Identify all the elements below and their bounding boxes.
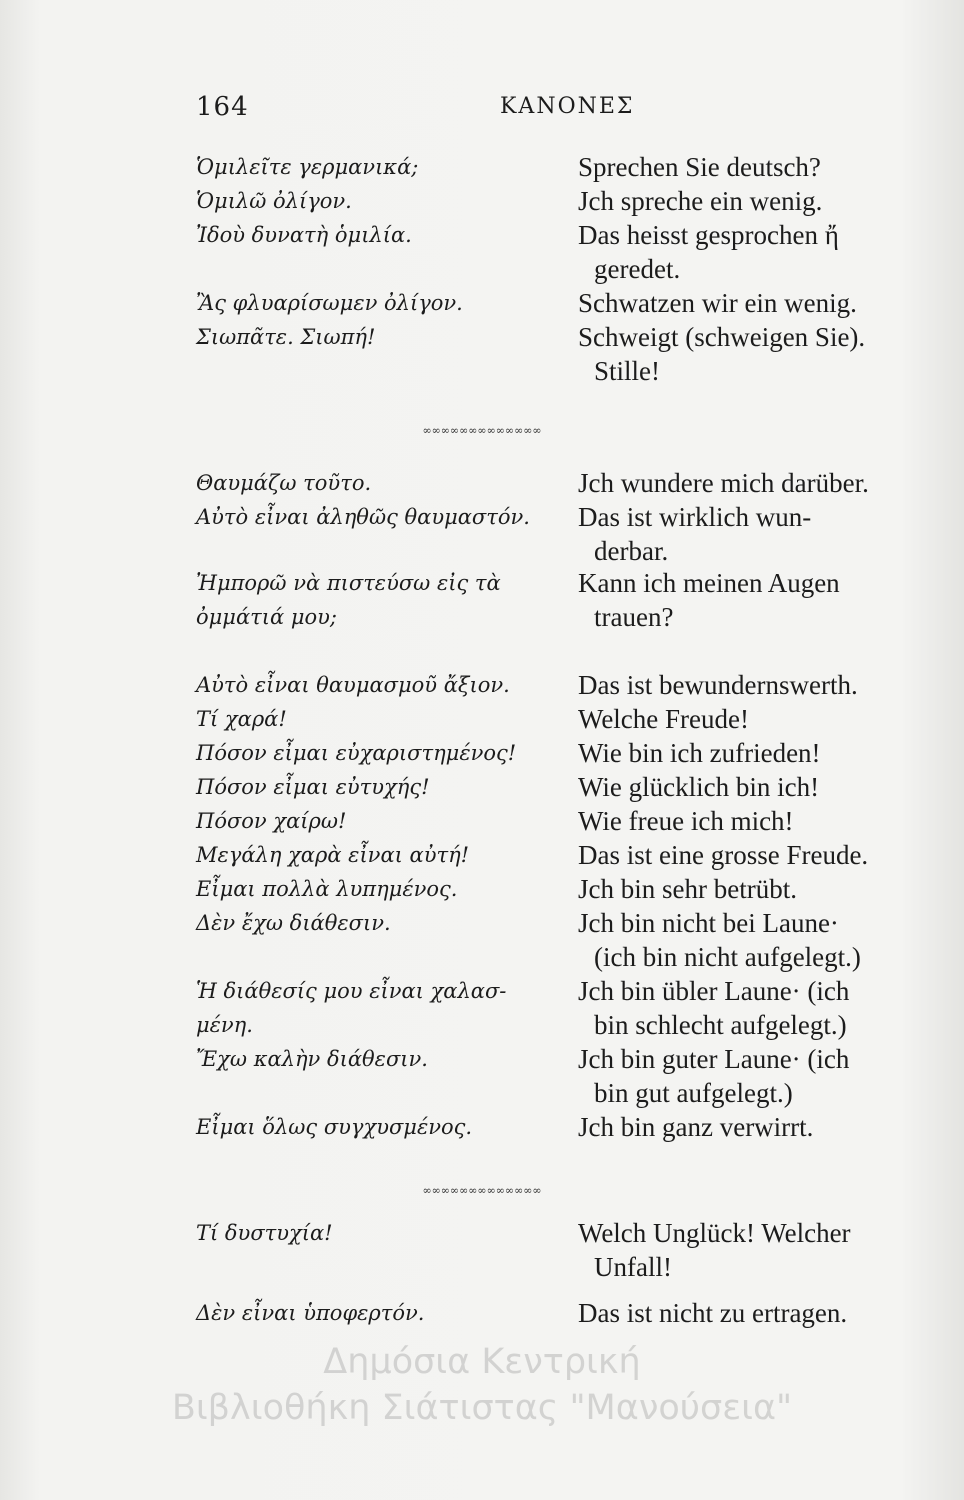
german-translation bbox=[578, 702, 923, 736]
greek-phrase-line: Ὁμιλῶ ὀλίγον. bbox=[196, 189, 352, 213]
greek-phrase-line: Σιωπᾶτε. Σιωπή! bbox=[196, 325, 376, 349]
german-translation-line: Wie bin ich zufrieden! bbox=[578, 738, 821, 768]
greek-phrase-line: Πόσον εἶμαι εὐχαριστημένος! bbox=[196, 741, 517, 765]
german-translation-line: Welch Unglück! Welcher bbox=[578, 1218, 851, 1248]
german-translation bbox=[578, 906, 923, 974]
german-translation-line: Das ist eine grosse Freude. bbox=[578, 840, 869, 870]
greek-phrase bbox=[196, 286, 568, 320]
german-translation-line: Das ist nicht zu ertragen. bbox=[578, 1298, 848, 1328]
german-translation-line: Wie glücklich bin ich! bbox=[578, 772, 820, 802]
german-translation bbox=[578, 838, 923, 872]
german-translation-line: derbar. bbox=[594, 536, 669, 566]
greek-phrase-line: Τί χαρά! bbox=[196, 707, 287, 731]
greek-phrase-line: Μεγάλη χαρὰ εἶναι αὐτή! bbox=[196, 843, 470, 867]
greek-phrase bbox=[196, 1216, 568, 1250]
german-translation-line: Kann ich meinen Augen bbox=[578, 568, 840, 598]
greek-phrase-line: Θαυμάζω τοῦτο. bbox=[196, 471, 372, 495]
greek-phrase bbox=[196, 1110, 568, 1144]
greek-phrase-line: ὀμμάτιά μου; bbox=[196, 605, 337, 629]
german-translation-line: Unfall! bbox=[594, 1252, 672, 1282]
greek-phrase-line: Ἡ διάθεσίς μου εἶναι χαλασ- bbox=[196, 979, 507, 1003]
german-translation bbox=[578, 150, 923, 184]
german-translation bbox=[578, 218, 923, 286]
watermark-line-2: Βιβλιοθήκη Σιάτιστας "Μανούσεια" bbox=[171, 1388, 793, 1428]
german-translation bbox=[578, 770, 923, 804]
german-translation bbox=[578, 1216, 923, 1284]
greek-phrase bbox=[196, 150, 568, 184]
german-translation bbox=[578, 184, 923, 218]
greek-phrase bbox=[196, 736, 568, 770]
greek-phrase-line: μένη. bbox=[196, 1013, 253, 1037]
german-translation bbox=[578, 668, 923, 702]
german-translation bbox=[578, 500, 923, 568]
greek-phrase bbox=[196, 668, 568, 702]
german-translation-line: bin gut aufgelegt.) bbox=[594, 1078, 793, 1108]
greek-phrase-line: Αὐτὸ εἶναι ἀληθῶς θαυμαστόν. bbox=[196, 505, 530, 529]
greek-phrase bbox=[196, 566, 568, 634]
german-translation-line: Schwatzen wir ein wenig. bbox=[578, 288, 857, 318]
german-translation-line: Das heisst gesprochen ἤ bbox=[578, 220, 839, 250]
greek-phrase bbox=[196, 1042, 568, 1076]
page-number: 164 bbox=[196, 92, 249, 122]
greek-phrase bbox=[196, 872, 568, 906]
german-translation-line: geredet. bbox=[594, 254, 681, 284]
german-translation bbox=[578, 804, 923, 838]
german-translation bbox=[578, 286, 923, 320]
german-translation-line: Welche Freude! bbox=[578, 704, 749, 734]
german-translation-line: Wie freue ich mich! bbox=[578, 806, 794, 836]
german-translation bbox=[578, 320, 923, 388]
german-translation-line: Jch bin guter Laune· (ich bbox=[578, 1044, 850, 1074]
greek-phrase-line: Ἰδοὺ δυνατὴ ὁμιλία. bbox=[196, 223, 412, 247]
german-translation bbox=[578, 1042, 923, 1110]
greek-phrase-line: Δὲν εἶναι ὑποφερτόν. bbox=[196, 1301, 425, 1325]
german-translation bbox=[578, 466, 923, 500]
greek-phrase bbox=[196, 838, 568, 872]
german-translation bbox=[578, 974, 923, 1042]
german-translation-line: (ich bin nicht aufgelegt.) bbox=[594, 942, 861, 972]
german-translation bbox=[578, 872, 923, 906]
greek-phrase-line: Ἂς φλυαρίσωμεν ὀλίγον. bbox=[196, 291, 463, 315]
greek-phrase bbox=[196, 1296, 568, 1330]
german-translation-line: Jch bin übler Laune· (ich bbox=[578, 976, 850, 1006]
german-translation-line: bin schlecht aufgelegt.) bbox=[594, 1010, 847, 1040]
greek-phrase-line: Ἔχω καλὴν διάθεσιν. bbox=[196, 1047, 428, 1071]
german-translation bbox=[578, 566, 923, 634]
german-translation-line: Sprechen Sie deutsch? bbox=[578, 152, 821, 182]
greek-phrase-line: Τί δυστυχία! bbox=[196, 1221, 333, 1245]
greek-phrase bbox=[196, 770, 568, 804]
german-translation-line: Jch bin nicht bei Laune· bbox=[578, 908, 839, 938]
greek-phrase bbox=[196, 906, 568, 940]
watermark-line-1: Δημόσια Κεντρική bbox=[323, 1342, 641, 1382]
section-divider-ornament: ∞∞∞∞∞∞∞∞∞∞∞∞∞ bbox=[422, 1184, 542, 1197]
greek-phrase bbox=[196, 702, 568, 736]
german-translation-line: Stille! bbox=[594, 356, 660, 386]
german-translation bbox=[578, 736, 923, 770]
running-head: ΚΑΝΟΝΕΣ bbox=[500, 94, 635, 119]
greek-phrase-line: Ὁμιλεῖτε γερμανικά; bbox=[196, 155, 419, 179]
greek-phrase-line: Εἶμαι ὅλως συγχυσμένος. bbox=[196, 1115, 473, 1139]
greek-phrase-line: Αὐτὸ εἶναι θαυμασμοῦ ἄξιον. bbox=[196, 673, 510, 697]
german-translation bbox=[578, 1110, 923, 1144]
german-translation-line: Jch spreche ein wenig. bbox=[578, 186, 823, 216]
german-translation-line: trauen? bbox=[594, 602, 674, 632]
german-translation-line: Das ist wirklich wun- bbox=[578, 502, 812, 532]
german-translation bbox=[578, 1296, 923, 1330]
greek-phrase-line: Εἶμαι πολλὰ λυπημένος. bbox=[196, 877, 458, 901]
greek-phrase bbox=[196, 218, 568, 252]
greek-phrase bbox=[196, 500, 568, 534]
greek-phrase-line: Ἠμπορῶ νὰ πιστεύσω εἰς τὰ bbox=[196, 571, 501, 595]
german-translation-line: Jch wundere mich darüber. bbox=[578, 468, 869, 498]
greek-phrase bbox=[196, 184, 568, 218]
greek-phrase-line: Πόσον εἶμαι εὐτυχής! bbox=[196, 775, 430, 799]
german-translation-line: Das ist bewundernswerth. bbox=[578, 670, 858, 700]
german-translation-line: Jch bin sehr betrübt. bbox=[578, 874, 797, 904]
greek-phrase bbox=[196, 974, 568, 1042]
section-divider-ornament: ∞∞∞∞∞∞∞∞∞∞∞∞∞ bbox=[422, 424, 542, 437]
german-translation-line: Schweigt (schweigen Sie). bbox=[578, 322, 866, 352]
greek-phrase-line: Δὲν ἔχω διάθεσιν. bbox=[196, 911, 391, 935]
greek-phrase bbox=[196, 804, 568, 838]
german-translation-line: Jch bin ganz verwirrt. bbox=[578, 1112, 814, 1142]
greek-phrase bbox=[196, 466, 568, 500]
greek-phrase-line: Πόσον χαίρω! bbox=[196, 809, 347, 833]
greek-phrase bbox=[196, 320, 568, 354]
